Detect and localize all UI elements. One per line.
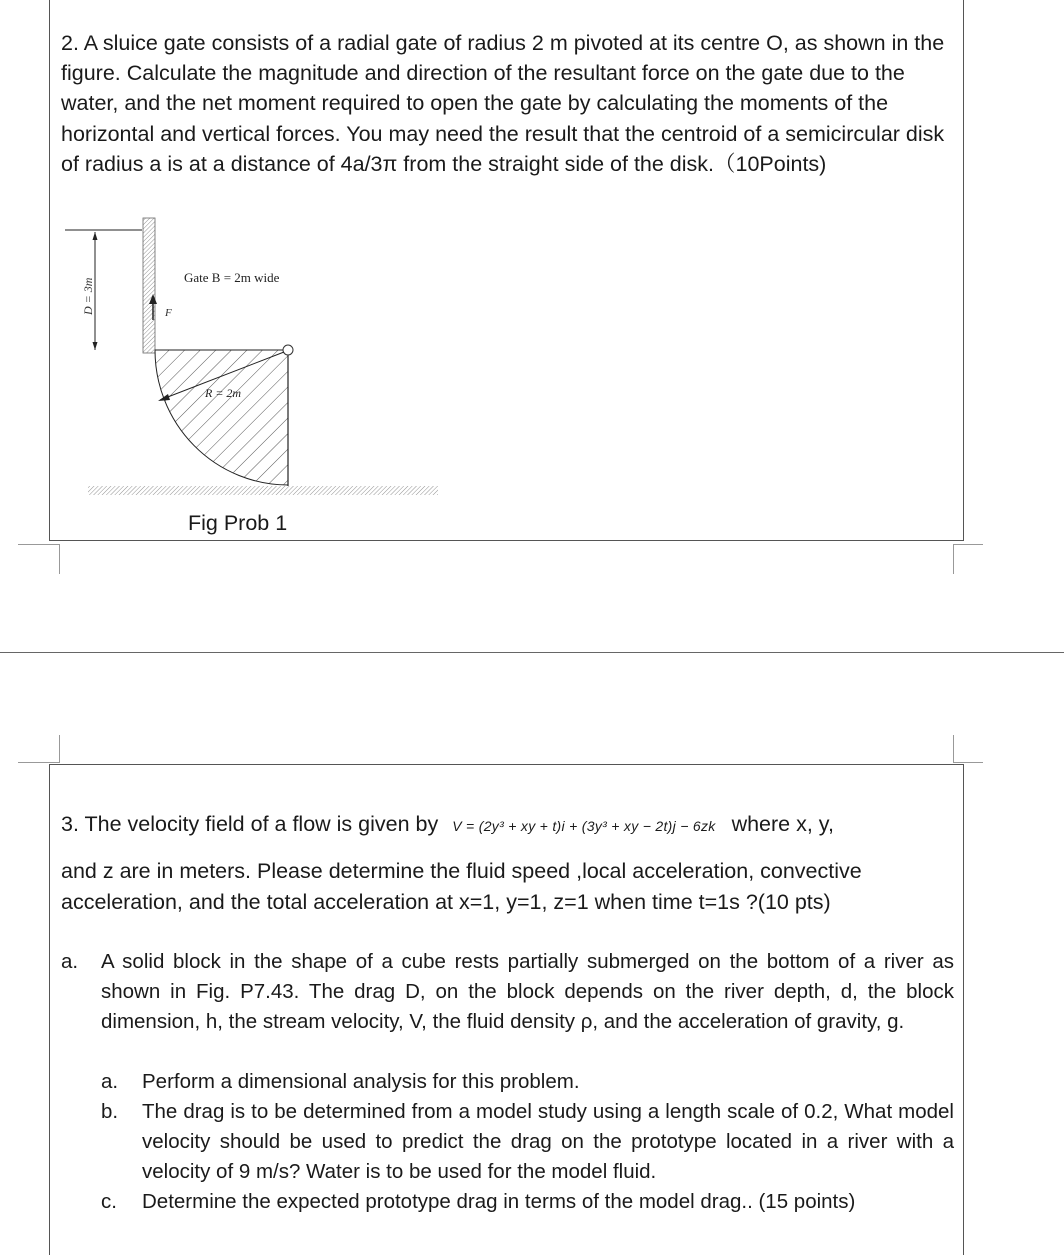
channel-bed — [88, 486, 438, 495]
corner-mark — [59, 735, 60, 763]
problem-a — [61, 947, 956, 1227]
problem3-first-line — [61, 809, 961, 841]
subitem-b-text: The drag is to be determined from a model study using a length scale of 0.2, What model velocity should be used to predict the drag on the prototype located in a river with a velocity of 9 m/s? Water is to be used for the model fluid. — [142, 1100, 954, 1183]
corner-mark — [18, 762, 60, 763]
problem-a-text: A solid block in the shape of a cube rests partially submerged on the bottom of a river as shown in Fig. P7.43. The drag D, on the block depends on the river depth, d, the block dimension, h, the stream velocity, V, the fluid density ρ, and the acceleration of gravity, g. — [101, 950, 954, 1033]
arrow-head — [93, 342, 98, 350]
problem2-text: 2. A sluice gate consists of a radial gate of radius 2 m pivoted at its centre O, as shown in the figure. Calculate the magnitude and direction of the resultant force on the gate due to the water, and the net moment required to open the gate by calculating the moments of the horizontal and vertical forces. You may need the result that the centroid of a semicircular disk of radius a is at a distance of 4a/3π from the straight side of the disk.（10Points) — [61, 31, 945, 176]
subitem-c-text: Determine the expected prototype drag in terms of the model drag.. (15 points) — [142, 1190, 856, 1213]
corner-mark — [953, 544, 983, 545]
box1-right-border — [963, 0, 964, 541]
arrow-head — [93, 232, 98, 240]
problem3-after-equation: where x, y, — [731, 812, 834, 836]
force-label: F — [165, 307, 172, 319]
list-marker: a. — [61, 950, 79, 973]
velocity-equation: V = (2y³ + xy + t)i + (3y³ + xy − 2t)j − 6zk — [452, 818, 716, 834]
subitem-a-text: Perform a dimensional analysis for this problem. — [142, 1070, 580, 1093]
box2-left-border — [49, 764, 50, 1255]
corner-mark — [59, 544, 60, 574]
problem3-intro: 3. The velocity field of a flow is given by — [61, 812, 439, 836]
gate-hatching — [155, 350, 289, 486]
radius-label: R = 2m — [205, 386, 242, 400]
box1-bottom-border — [49, 540, 964, 541]
list-marker: b. — [101, 1100, 119, 1123]
corner-mark — [18, 544, 60, 545]
depth-label: D = 3m — [81, 277, 95, 315]
box1-left-border — [49, 0, 50, 541]
box2-top-border — [49, 764, 964, 765]
corner-mark — [953, 762, 983, 763]
corner-mark — [953, 544, 954, 574]
figure-caption: Fig Prob 1 — [188, 511, 288, 535]
pivot-point — [283, 345, 293, 355]
box2-right-border — [963, 764, 964, 1255]
list-marker: a. — [101, 1070, 119, 1093]
problem3-continuation: and z are in meters. Please determine the fluid speed ,local acceleration, convective acceleration, and the total acceleration at x=1, y=1, z=1 when time t=1s ?(10 pts) — [61, 859, 862, 914]
gate-label: Gate B = 2m wide — [184, 270, 280, 285]
wall — [143, 218, 155, 353]
page-separator — [0, 652, 1064, 653]
sluice-gate-figure — [60, 210, 450, 505]
list-marker: c. — [101, 1190, 117, 1213]
corner-mark — [953, 735, 954, 763]
